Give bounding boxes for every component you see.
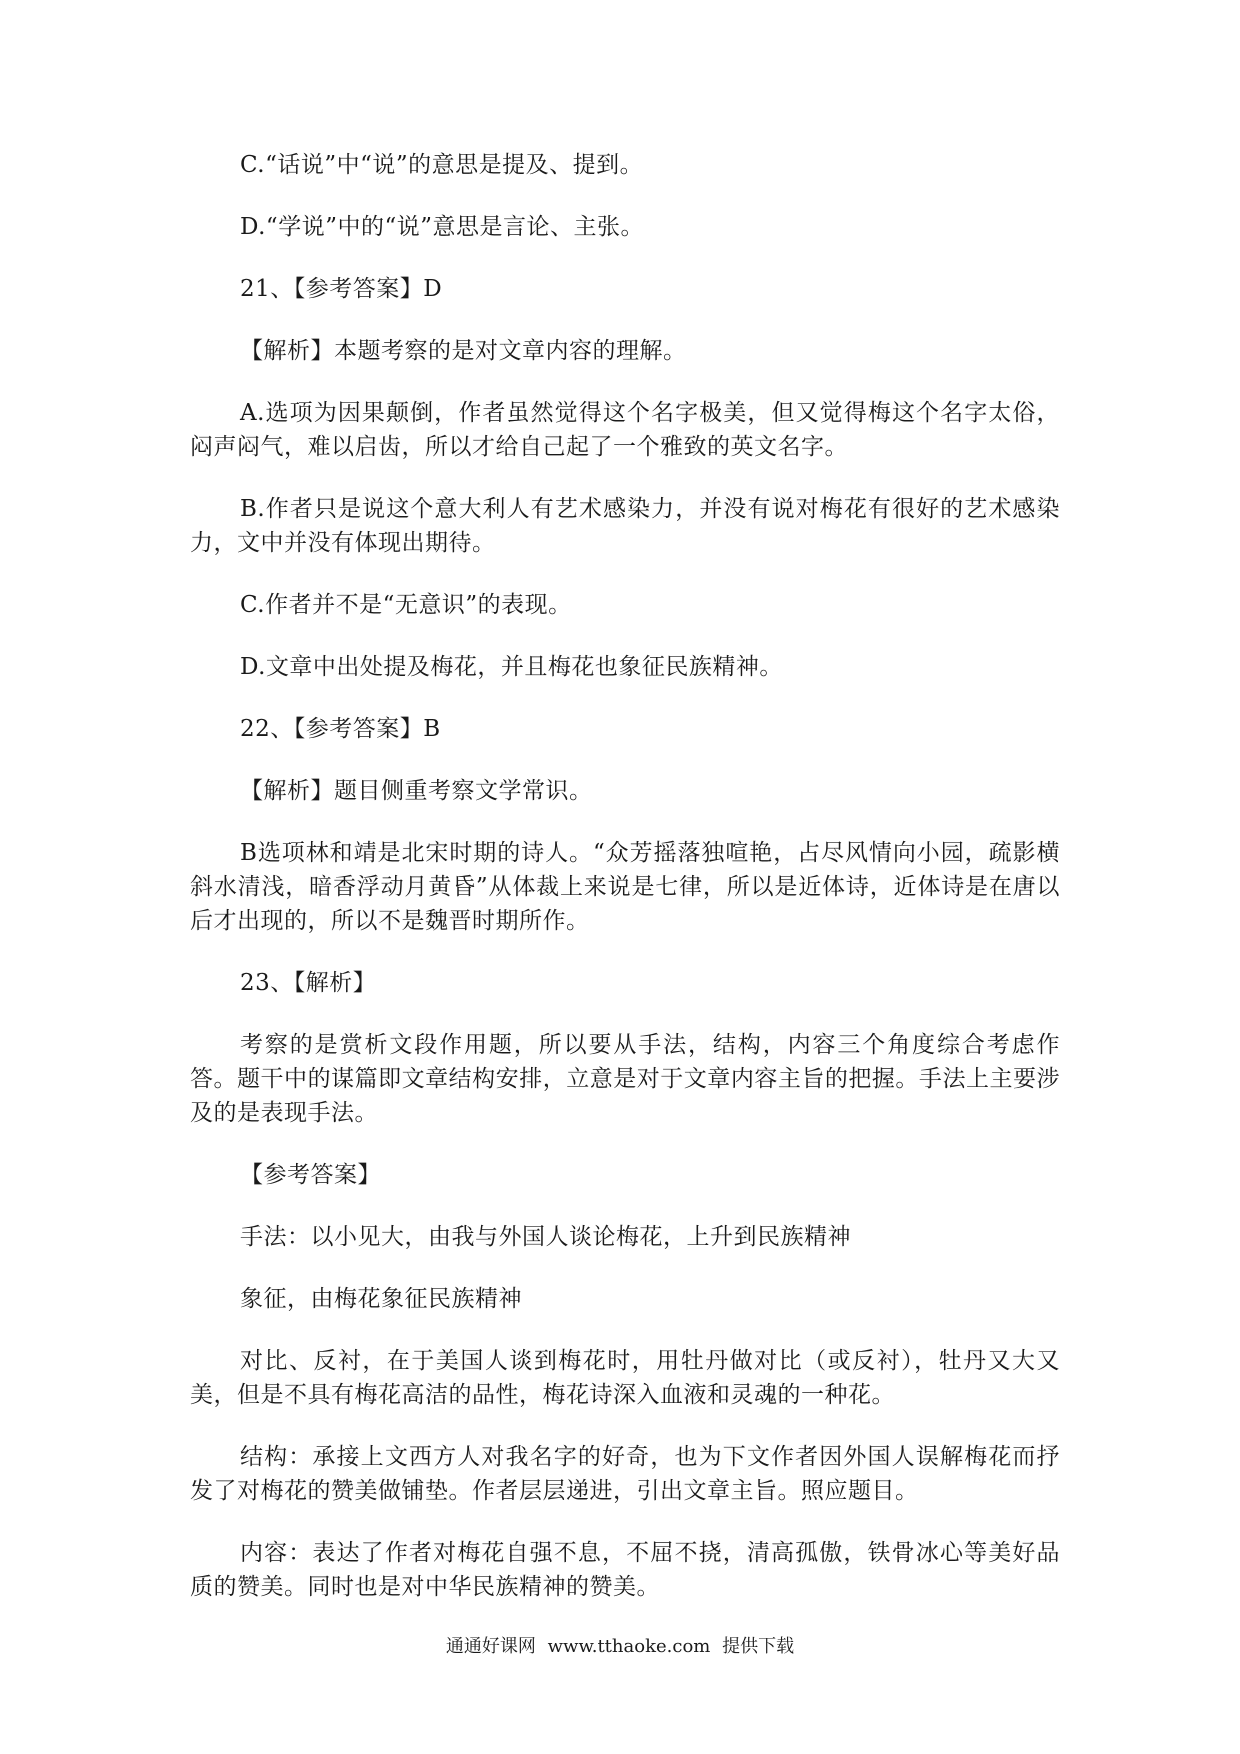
q21-option-b: B.作者只是说这个意大利人有艺术感染力，并没有说对梅花有很好的艺术感染力，文中并没有体现出期待。 — [190, 496, 1060, 556]
q21-option-a: A.选项为因果颠倒，作者虽然觉得这个名字极美，但又觉得梅这个名字太俗，闷声闷气，难以启齿，所以才给自己起了一个雅致的英文名字。 — [190, 400, 1060, 460]
document-body — [190, 148, 1060, 1632]
q23-heading: 23、【解析】 — [240, 970, 377, 996]
q22-answer: 22、【参考答案】B — [240, 716, 441, 742]
q21-answer: 21、【参考答案】D — [240, 276, 443, 302]
q23-contrast: 对比、反衬，在于美国人谈到梅花时，用牡丹做对比（或反衬），牡丹又大又美，但是不具有梅花高洁的品性，梅花诗深入血液和灵魂的一种花。 — [190, 1348, 1060, 1408]
q23-symbolism: 象征，由梅花象征民族精神 — [240, 1286, 522, 1312]
q23-content: 内容：表达了作者对梅花自强不息，不屈不挠，清高孤傲，铁骨冰心等美好品质的赞美。同时也是对中华民族精神的赞美。 — [190, 1540, 1060, 1600]
q21-analysis-heading: 【解析】本题考察的是对文章内容的理解。 — [240, 338, 687, 364]
q22-analysis-heading: 【解析】题目侧重考察文学常识。 — [240, 778, 593, 804]
q23-structure: 结构：承接上文西方人对我名字的好奇，也为下文作者因外国人误解梅花而抒发了对梅花的赞美做铺垫。作者层层递进，引出文章主旨。照应题目。 — [190, 1444, 1060, 1504]
footer-note: 提供下载 — [722, 1636, 795, 1657]
q23-technique: 手法：以小见大，由我与外国人谈论梅花，上升到民族精神 — [240, 1224, 851, 1250]
q21-option-c: C.作者并不是“无意识”的表现。 — [240, 592, 572, 618]
page-footer — [0, 1635, 1240, 1659]
q21-option-d: D.文章中出处提及梅花，并且梅花也象征民族精神。 — [240, 654, 783, 680]
footer-site-name: 通通好课网 — [445, 1636, 536, 1657]
q22-analysis-body: B选项林和靖是北宋时期的诗人。“众芳摇落独喧艳，占尽风情向小园，疏影横斜水清浅，暗香浮动月黄昏”从体裁上来说是七律，所以是近体诗，近体诗是在唐以后才出现的，所以不是魏晋时期所作。 — [190, 840, 1060, 934]
option-c-explanation: C.“话说”中“说”的意思是提及、提到。 — [240, 152, 644, 178]
footer-url[interactable]: www.tthaoke.com — [547, 1636, 711, 1657]
option-d-explanation: D.“学说”中的“说”意思是言论、主张。 — [240, 214, 644, 240]
q23-answer-heading: 【参考答案】 — [240, 1162, 381, 1188]
q23-analysis-body: 考察的是赏析文段作用题，所以要从手法，结构，内容三个角度综合考虑作答。题干中的谋篇即文章结构安排，立意是对于文章内容主旨的把握。手法上主要涉及的是表现手法。 — [190, 1032, 1060, 1126]
